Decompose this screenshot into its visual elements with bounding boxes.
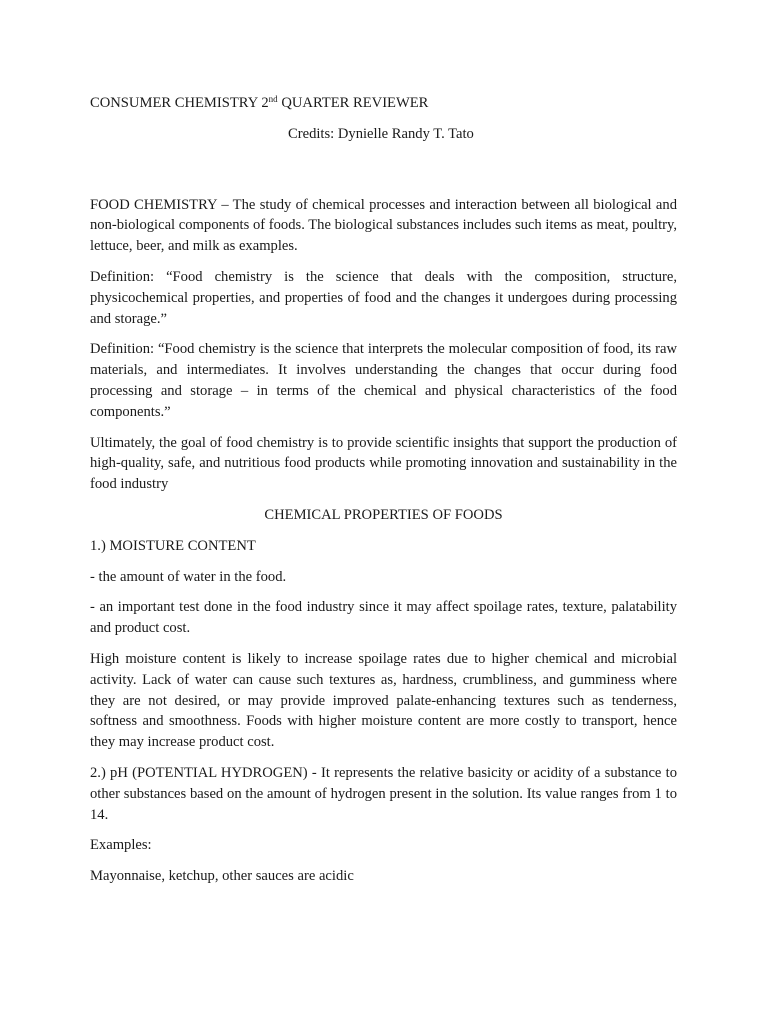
section-heading: CHEMICAL PROPERTIES OF FOODS <box>264 506 503 523</box>
moisture-explanation: High moisture content is likely to increase spoilage rates due to higher chemical and microbial activity. Lack of water can cause such textures as, hardness, crumbliness, and gumminess where they are not desired, or may provide improved palate-enhancing textures such as tenderness, softness and smoothness. Foods with higher moisture content are more costly to transport, hence they may increase product cost. <box>90 650 677 751</box>
ph-heading: 2.) pH (POTENTIAL HYDROGEN) - It represents the relative basicity or acidity of a substance to other substances based on the amount of hydrogen present in the solution. Its value ranges from 1 to 14. <box>90 764 677 823</box>
moisture-heading: 1.) MOISTURE CONTENT <box>90 537 256 554</box>
definition-two: Definition: “Food chemistry is the science that interprets the molecular composition of food, its raw materials, and intermediates. It involves understanding the changes that occur during food processing and storage – in terms of the chemical and physical characteristics of the food components.” <box>90 341 677 420</box>
food-chemistry-intro: FOOD CHEMISTRY – The study of chemical processes and interaction between all biological and non-biological components of foods. The biological substances includes such items as meat, poultry, lettuce, beer, and milk as examples. <box>90 196 677 255</box>
title-text: CONSUMER CHEMISTRY 2 <box>90 95 269 111</box>
document-page <box>90 93 677 887</box>
example-acidic-sauces: Mayonnaise, ketchup, other sauces are acidic <box>90 868 354 885</box>
title-superscript: nd <box>268 94 278 104</box>
document-title <box>90 93 677 114</box>
examples-label: Examples: <box>90 837 152 854</box>
goal-paragraph: Ultimately, the goal of food chemistry is to provide scientific insights that support the production of high-quality, safe, and nutritious food products while promoting innovation and sustainability in the food industry <box>90 434 677 493</box>
moisture-point-one: - the amount of water in the food. <box>90 568 287 585</box>
moisture-point-two: - an important test done in the food industry since it may affect spoilage rates, texture, palatability and product cost. <box>90 599 677 637</box>
title-text-end: QUARTER REVIEWER <box>277 95 429 111</box>
credits-line: Credits: Dynielle Randy T. Tato <box>288 125 474 142</box>
definition-one: Definition: “Food chemistry is the science that deals with the composition, structure, physicochemical properties, and properties of food and the changes it undergoes during processing and storage.” <box>90 268 677 327</box>
